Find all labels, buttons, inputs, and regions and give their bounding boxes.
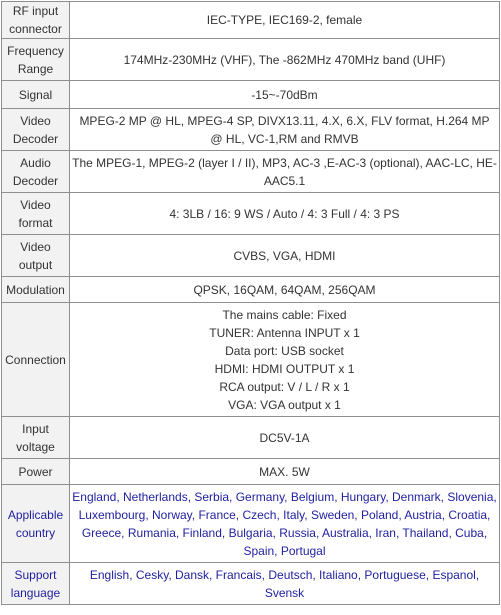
value-video-decoder xyxy=(70,109,500,151)
row-connection xyxy=(2,303,500,417)
value-frequency-range xyxy=(70,39,500,81)
value-connection xyxy=(70,303,500,417)
value-line: England, Netherlands, Serbia, Germany, Belgium, Hungary, Denmark, Slovenia, Luxembourg, Norway, France, Czech, Italy, Sweden, Poland, Austria, Croatia, Greece, Rumania, Finland, Bulgaria, Russia, Australia, Iran, Thailand, Cuba, Spain, Portugal xyxy=(72,489,497,558)
value-power xyxy=(70,459,500,485)
value-rf-input-connector xyxy=(70,2,500,39)
value-line: HDMI: HDMI OUTPUT x 1 xyxy=(214,361,355,376)
value-line: The MPEG-1, MPEG-2 (layer I / II), MP3, AC-3 ,E-AC-3 (optional), AAC-LC, HE-AAC5.1 xyxy=(72,155,497,188)
row-audio-decoder xyxy=(2,151,500,193)
value-line: RCA output: V / L / R x 1 xyxy=(219,379,350,394)
label-signal: Signal xyxy=(2,81,70,109)
value-line: 4: 3LB / 16: 9 WS / Auto / 4: 3 Full / 4: 3 PS xyxy=(169,206,400,221)
value-line: VGA: VGA output x 1 xyxy=(228,397,341,412)
row-video-output xyxy=(2,235,500,277)
row-power xyxy=(2,459,500,485)
value-line: IEC-TYPE, IEC169-2, female xyxy=(206,13,363,27)
row-video-decoder xyxy=(2,109,500,151)
label-support-language: Support language xyxy=(2,563,70,605)
value-line: English, Cesky, Dansk, Francais, Deutsch, Italiano, Portuguese, Espanol, Svensk xyxy=(89,567,480,600)
label-applicable-country: Applicable country xyxy=(2,485,70,563)
value-video-format xyxy=(70,193,500,235)
value-line: QPSK, 16QAM, 64QAM, 256QAM xyxy=(193,282,376,297)
value-line: TUNER: Antenna INPUT x 1 xyxy=(209,325,360,340)
value-line: -15~-70dBm xyxy=(251,87,318,102)
row-modulation xyxy=(2,277,500,303)
row-video-format xyxy=(2,193,500,235)
value-line: 174MHz-230MHz (VHF), The -862MHz 470MHz band (UHF) xyxy=(123,52,446,67)
value-applicable-country xyxy=(70,485,500,563)
value-modulation xyxy=(70,277,500,303)
value-line: DC5V-1A xyxy=(259,430,310,445)
label-input-voltage: Input voltage xyxy=(2,417,70,459)
label-audio-decoder: Audio Decoder xyxy=(2,151,70,193)
label-video-output: Video output xyxy=(2,235,70,277)
row-applicable-country xyxy=(2,485,500,563)
value-line: MPEG-2 MP @ HL, MPEG-4 SP, DIVX13.11, 4.X, 6.X, FLV format, H.264 MP @ HL, VC-1,RM and RMVB xyxy=(79,113,490,146)
label-connection: Connection xyxy=(2,303,70,417)
row-rf-input-connector xyxy=(2,2,500,39)
value-line: MAX. 5W xyxy=(259,464,310,479)
label-video-format: Video format xyxy=(2,193,70,235)
value-line: The mains cable: Fixed xyxy=(222,307,347,322)
spec-table xyxy=(1,1,500,605)
value-line: CVBS, VGA, HDMI xyxy=(233,248,336,263)
label-rf-input-connector: RF input connector xyxy=(2,2,70,39)
value-signal xyxy=(70,81,500,109)
label-frequency-range: Frequency Range xyxy=(2,39,70,81)
label-modulation: Modulation xyxy=(2,277,70,303)
value-support-language xyxy=(70,563,500,605)
label-power: Power xyxy=(2,459,70,485)
value-input-voltage xyxy=(70,417,500,459)
row-support-language xyxy=(2,563,500,605)
row-signal xyxy=(2,81,500,109)
value-video-output xyxy=(70,235,500,277)
value-line: Data port: USB socket xyxy=(225,343,344,358)
label-video-decoder: Video Decoder xyxy=(2,109,70,151)
value-audio-decoder xyxy=(70,151,500,193)
row-frequency-range xyxy=(2,39,500,81)
row-input-voltage xyxy=(2,417,500,459)
